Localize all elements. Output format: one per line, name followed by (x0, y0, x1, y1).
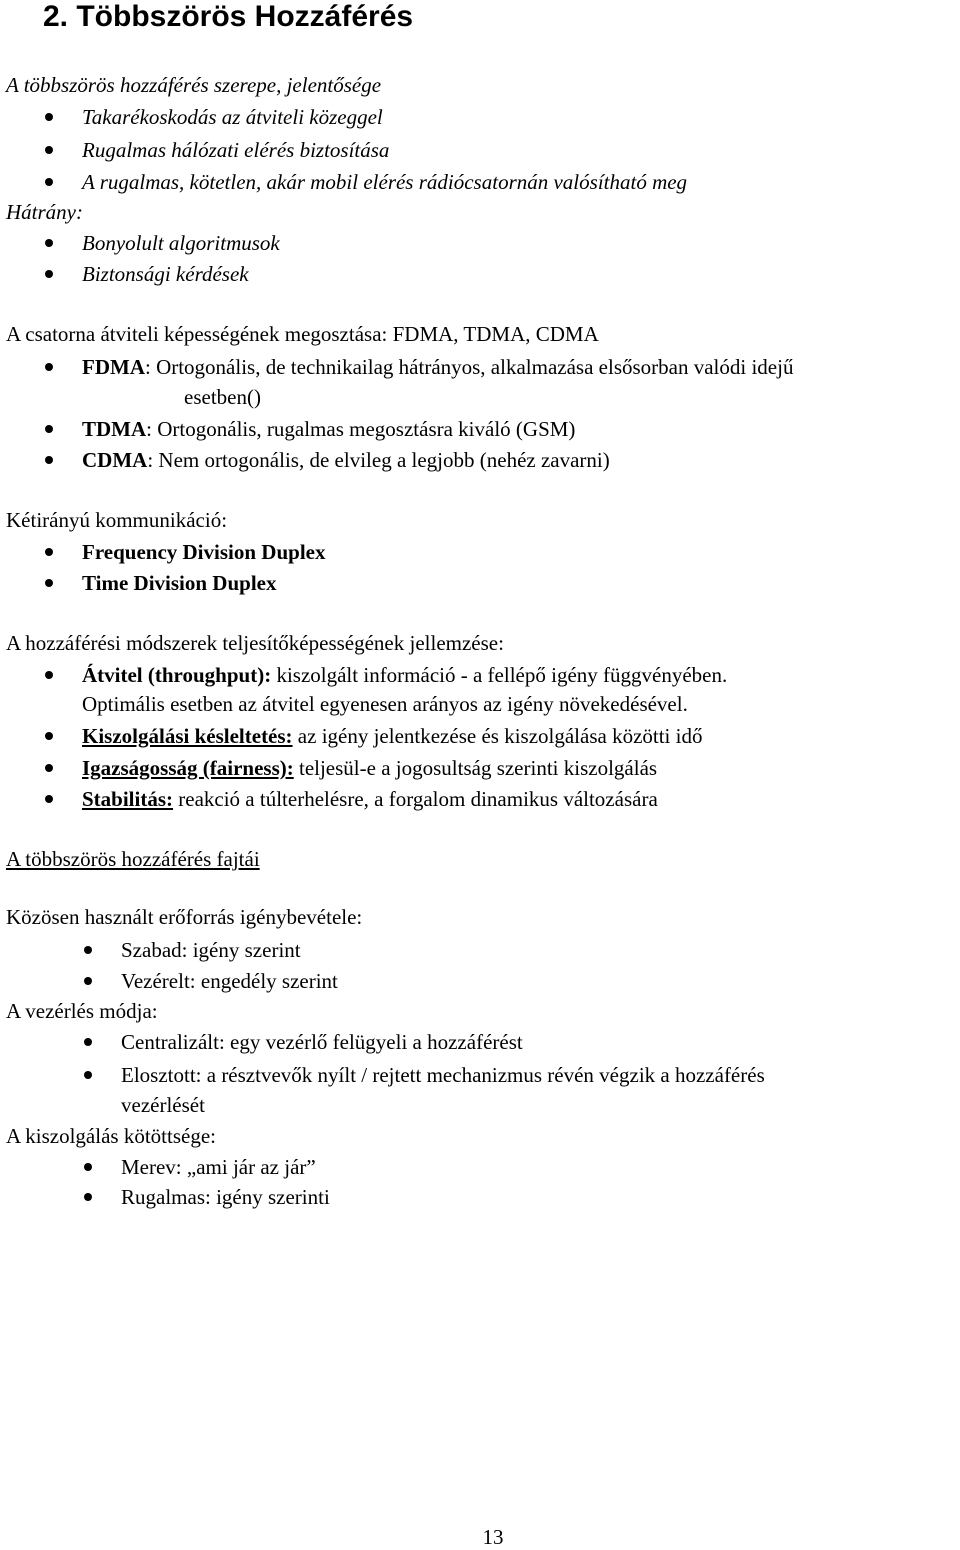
bullet-icon (84, 1038, 92, 1046)
types-heading: A többszörös hozzáférés fajtái (6, 847, 260, 871)
bullet-icon (45, 548, 53, 556)
bullet-icon (45, 579, 53, 587)
bullet-icon (45, 764, 53, 772)
channel-heading: A csatorna átviteli képességének megosztása: FDMA, TDMA, CDMA (6, 322, 599, 346)
bullet-icon (45, 113, 53, 121)
page-title: 2. Többszörös Hozzáférés (43, 0, 414, 33)
bullet-icon (45, 425, 53, 433)
document-page: 2. Többszörös Hozzáférés A többszörös hozzáférés szerepe, jelentősége Takarékoskodás az átviteli közeggel Rugalmas hálózati elérés biztosítása A rugalmas, kötetlen, akár mobil elérés rádiócsatornán valósítható meg Hátrány: Bonyolult algoritmusok Biztonsági kérdések A csatorna átviteli képességének megosztása: FDMA, TDMA, CDMA FDMA: Ortogonális, de technikailag hátrányos, alkalmazása elsősorban valódi idejű esetben() TDMA: Ortogonális, rugalmas megosztásra kiváló (GSM) CDMA: Nem ortogonális, de elvileg a legjobb (nehéz zavarni) Kétirányú kommunikáció: Frequency Division Duplex Time Division Duplex A hozzáférési módszerek teljesítőképességének jellemzése: Átvitel (throughput): kiszolgált információ - a fellépő igény függvényében. Optimális esetben az átvitel egyenesen arányos az igény növekedésével. Kiszolgálási késleltetés: az igény jelentkezése és kiszolgálása közötti idő Igazságosság (fairness): teljesül-e a jogosultság szerinti kiszolgálás Stabilitás: reakció a túlterhelésre, a forgalom dinamikus változására A többszörös hozzáférés fajtái Közösen használt erőforrás igénybevétele: Szabad: igény szerint Vezérelt: engedély szerint A vezérlés módja: Centralizált: egy vezérlő felügyeli a hozzáférést Elosztott: a résztvevők nyílt / rejtett mechanizmus révén végzik a hozzáférés vezérlését A kiszolgálás kötöttsége: Merev: „ami jár az jár” Rugalmas: igény szerinti 13 (0, 0, 960, 1548)
term: Stabilitás: (82, 787, 174, 811)
shared-heading: Közösen használt erőforrás igénybevétele: (6, 905, 363, 929)
bullet-icon (45, 456, 53, 464)
term: TDMA (82, 417, 147, 441)
bullet-icon (45, 270, 53, 278)
drawback-heading: Hátrány: (6, 200, 83, 224)
bullet-icon (45, 732, 53, 740)
bullet-icon (84, 946, 92, 954)
term: Kiszolgálási késleltetés: (82, 724, 293, 748)
performance-heading: A hozzáférési módszerek teljesítőképességének jellemzése: (6, 631, 504, 655)
term: FDMA (82, 355, 145, 379)
list-item-continuation: esetben() (184, 385, 261, 409)
bullet-icon (84, 977, 92, 985)
term: CDMA (82, 448, 148, 472)
bullet-icon (45, 363, 53, 371)
binding-heading: A kiszolgálás kötöttsége: (6, 1124, 216, 1148)
list-item-continuation: Optimális esetben az átvitel egyenesen arányos az igény növekedésével. (82, 692, 688, 716)
bullet-icon (45, 795, 53, 803)
term: Igazságosság (fairness): (82, 756, 294, 780)
control-heading: A vezérlés módja: (6, 999, 158, 1023)
duplex-heading: Kétirányú kommunikáció: (6, 508, 228, 532)
intro-heading: A többszörös hozzáférés szerepe, jelentősége (6, 73, 382, 97)
bullet-icon (84, 1193, 92, 1201)
list-item-continuation: vezérlését (121, 1093, 205, 1117)
bullet-icon (45, 671, 53, 679)
bullet-icon (84, 1163, 92, 1171)
bullet-icon (45, 239, 53, 247)
bullet-icon (84, 1071, 92, 1079)
bullet-icon (45, 146, 53, 154)
page-number: 13 (482, 1525, 504, 1549)
bullet-icon (45, 178, 53, 186)
term: Átvitel (throughput): (82, 663, 272, 687)
